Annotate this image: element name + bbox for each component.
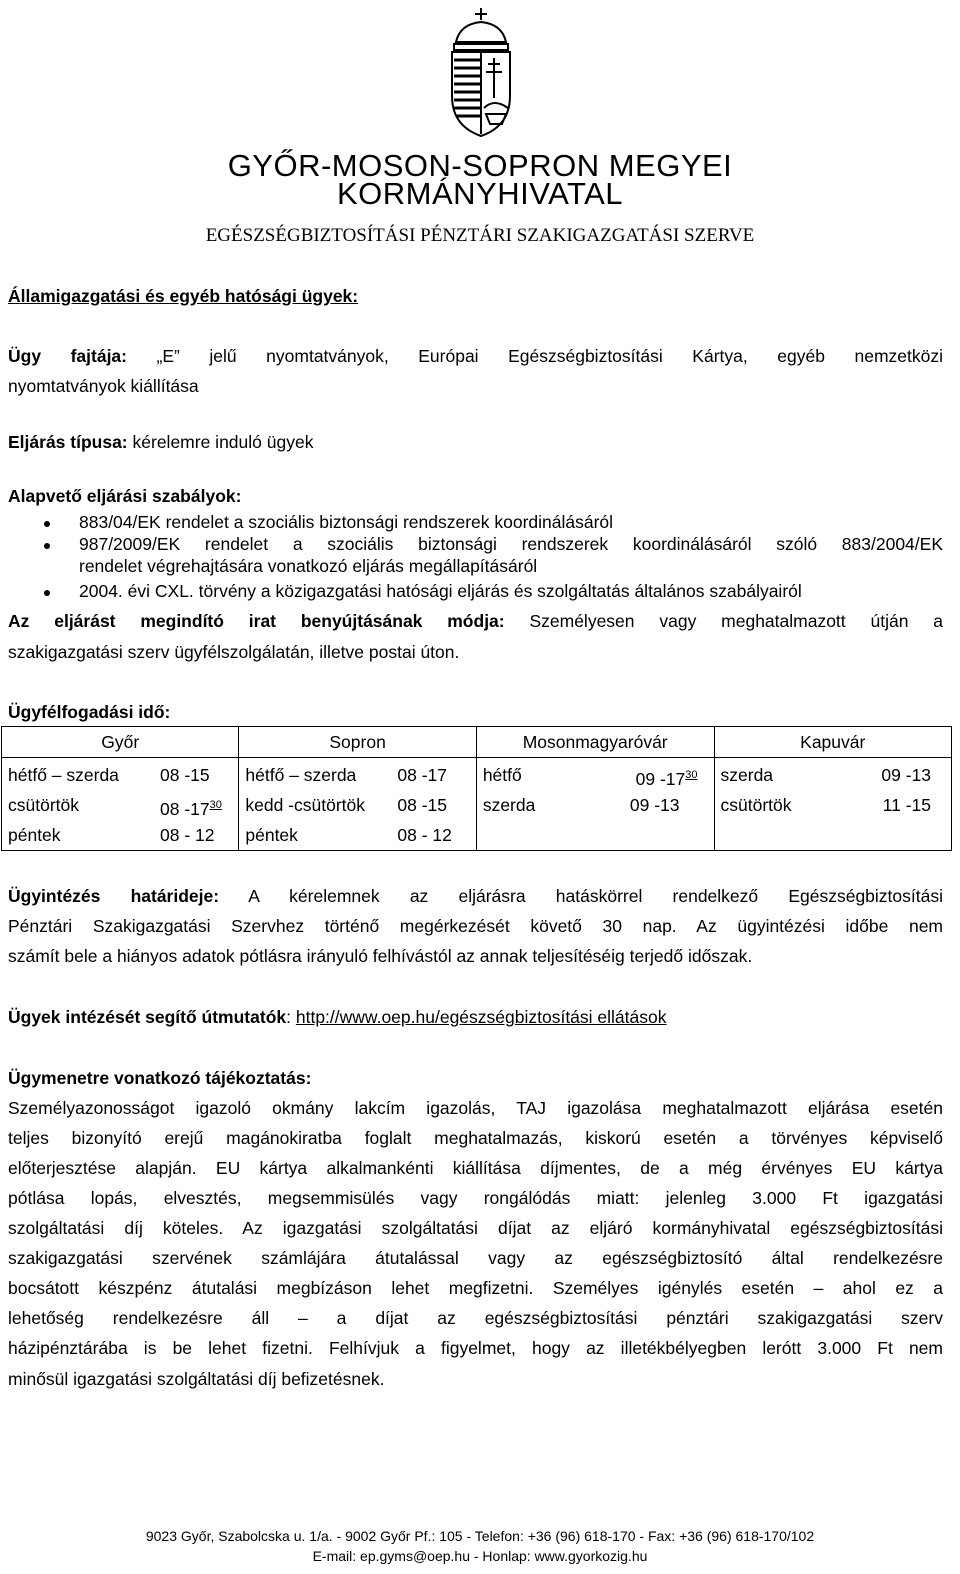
case-type-line1: Ügy fajtája: „E” jelű nyomtatványok, Európai Egészségbiztosítási Kártya, egyéb nemzetközi xyxy=(8,346,943,366)
hours-row: szerda 09 -13 xyxy=(482,795,680,815)
deadline-line3: számít bele a hiányos adatok pótlásra irányuló felhívástól az annak teljesítéséig terjedő időszak. xyxy=(8,946,753,966)
hours-row: péntek 08 - 12 xyxy=(245,825,452,845)
hours-row: csütörtök 11 -15 xyxy=(720,795,931,815)
rules-label: Alapvető eljárási szabályok: xyxy=(8,486,242,506)
procedure-type: Eljárás típusa: kérelemre induló ügyek xyxy=(8,432,314,452)
office-hours-sopron xyxy=(239,758,476,851)
deadline-line2: Pénztári Szakigazgatási Szervhez történő megérkezését követő 30 nap. Az ügyintézési időbe nem xyxy=(8,916,943,936)
coat-of-arms-logo xyxy=(436,6,526,140)
info-line: szakigazgatási szervének számlájára átutalással vagy az egészségbiztosító által rendelkezésre xyxy=(8,1248,943,1268)
info-line: Személyazonosságot igazoló okmány lakcím igazolás, TAJ igazolása meghatalmazott eljárása esetén xyxy=(8,1098,943,1118)
guides-link[interactable]: http://www.oep.hu/egészségbiztosítási ellátások xyxy=(295,1007,667,1027)
bullet-icon xyxy=(44,543,50,549)
hours-row: hétfő 09 $-17^{30}$ xyxy=(482,765,698,789)
hours-row: szerda 09 -13 xyxy=(720,765,931,785)
hours-row: péntek 08 - 12 xyxy=(8,825,215,845)
hours-row: hétfő – szerda 08 -15 xyxy=(8,765,210,785)
submission-line1: Az eljárást megindító irat benyújtásának módja: Személyesen vagy meghatalmazott útján a xyxy=(8,611,943,631)
deadline-line1: Ügyintézés határideje: A kérelemnek az eljárásra hatáskörrel rendelkező Egészségbiztosítási xyxy=(8,886,943,906)
rule-item-2-line2: rendelet végrehajtására vonatkozó eljárás megállapításáról xyxy=(79,556,538,576)
guides-line: Ügyek intézését segítő útmutatók: http://www.oep.hu/egészségbiztosítási ellátások xyxy=(8,1007,667,1027)
office-name-gyor: Győr xyxy=(2,727,239,758)
hours-row: kedd -csütörtök 08 -15 xyxy=(245,795,447,815)
office-name-kapuvar: Kapuvár xyxy=(714,727,951,758)
info-line: előterjesztése alapján. EU kártya alkalmankénti kiállítása díjmentes, de a még érvényes EU kártya xyxy=(8,1158,943,1178)
office-name-mosonmagyarovar: Mosonmagyaróvár xyxy=(476,727,714,758)
office-hours-gyor xyxy=(2,758,239,851)
org-name-line1: GYŐR-MOSON-SOPRON MEGYEI xyxy=(227,148,733,183)
info-line: teljes bizonyító erejű magánokiratba foglalt meghatalmazás, kiskorú esetén a törvényes képviselő xyxy=(8,1128,943,1148)
hours-row: csütörtök 08 $-17^{30}$ xyxy=(8,795,222,819)
office-hours-kapuvar xyxy=(714,758,951,851)
office-hours-mosonmagyarovar xyxy=(476,758,714,851)
info-line: minősül igazgatási szolgáltatási díj befizetésnek. xyxy=(8,1369,385,1389)
info-line: pótlása lopás, elvesztés, megsemmisülés vagy rongálódás miatt: jelenleg 3.000 Ft igazgatási xyxy=(8,1188,943,1208)
hours-row: hétfő – szerda 08 -17 xyxy=(245,765,447,785)
org-name-line2: KORMÁNYHIVATAL xyxy=(336,176,624,211)
office-hours-table xyxy=(1,726,952,851)
info-line: lehetőség rendelkezésre áll – a díjat az egészségbiztosítási pénztári szakigazgatási szerv xyxy=(8,1308,943,1328)
section-title: Államigazgatási és egyéb hatósági ügyek: xyxy=(8,286,359,306)
info-line: házipénztárába is be lehet fizetni. Felhívjuk a figyelmet, hogy az illetékbélyegben lerótt 3.000 Ft nem xyxy=(8,1338,943,1358)
hours-label: Ügyfélfogadási idő: xyxy=(8,702,171,722)
bullet-icon xyxy=(44,590,50,596)
footer-address: 9023 Győr, Szabolcska u. 1/a. - 9002 Győr Pf.: 105 - Telefon: +36 (96) 618-170 - Fax: +36 (96) 618-170/102 xyxy=(145,1528,815,1544)
footer-contact: E-mail: ep.gyms@oep.hu - Honlap: www.gyorkozig.hu xyxy=(312,1548,648,1564)
case-type-line2: nyomtatványok kiállítása xyxy=(8,376,199,396)
info-label: Ügymenetre vonatkozó tájékoztatás: xyxy=(8,1068,312,1088)
submission-line2: szakigazgatási szerv ügyfélszolgálatán, illetve postai úton. xyxy=(8,642,460,662)
rule-item-3: 2004. évi CXL. törvény a közigazgatási hatósági eljárás és szolgáltatás általános szabályairól xyxy=(79,581,802,601)
info-line: szolgáltatási díj köteles. Az igazgatási szolgáltatási díjat az eljáró kormányhivatal egészségbiztosítási xyxy=(8,1218,943,1238)
bullet-icon xyxy=(44,521,50,527)
office-name-sopron: Sopron xyxy=(239,727,476,758)
org-subtitle: EGÉSZSÉGBIZTOSÍTÁSI PÉNZTÁRI SZAKIGAZGATÁSI SZERVE xyxy=(205,225,755,246)
rule-item-2-line1: 987/2009/EK rendelet a szociális biztonsági rendszerek koordinálásáról szóló 883/2004/EK xyxy=(79,534,943,554)
rule-item-1: 883/04/EK rendelet a szociális biztonsági rendszerek koordinálásáról xyxy=(79,512,614,532)
info-line: bocsátott készpénz átutalási megbízáson lehet megfizetni. Személyes igénylés esetén – ahol ez a xyxy=(8,1278,943,1298)
